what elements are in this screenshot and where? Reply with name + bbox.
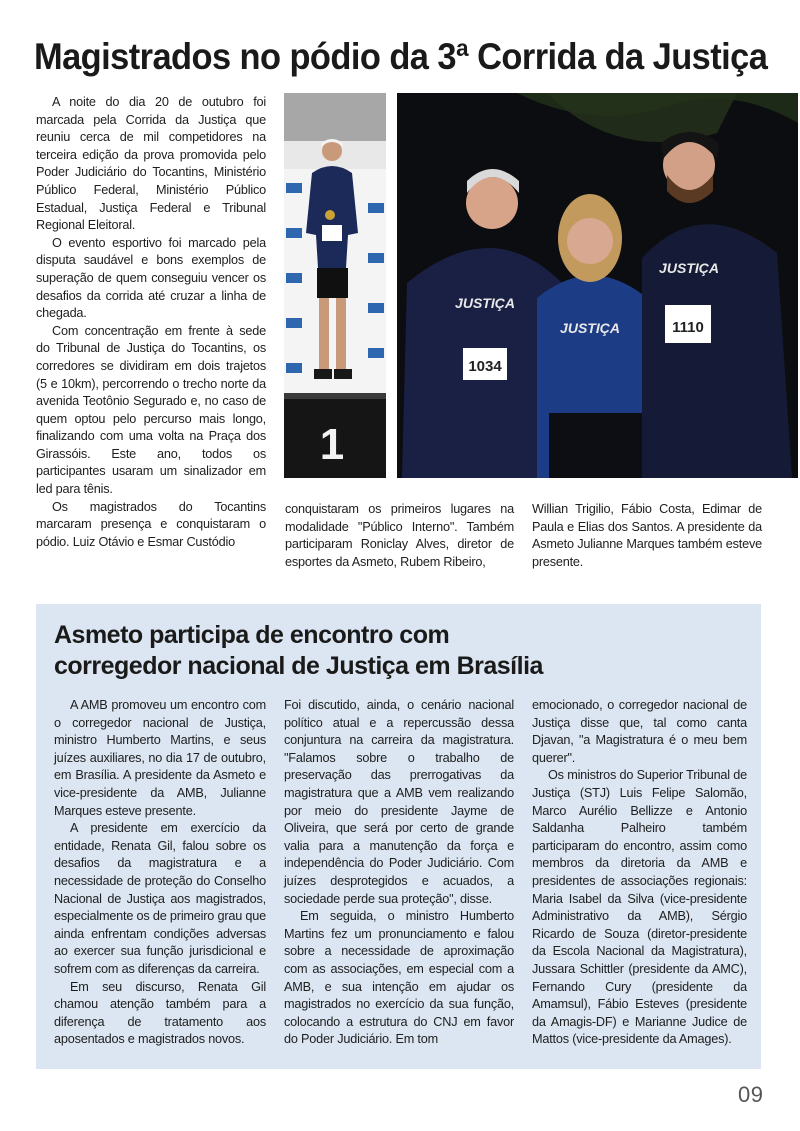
article-column-3 xyxy=(532,501,762,571)
box-headline-line-2: corregedor nacional de Justiça em Brasília xyxy=(54,652,543,680)
podium-photo xyxy=(284,93,386,478)
box-paragraph: A presidente em exercício da entidade, Renata Gil, falou sobre os desafios da magistratura e a necessidade de proteção do Conselho Nacional de Justiça aos magistrados, especialmente os de primeiro grau que ainda enfrentam condições adversas ao exercer sua função jurisdicional e sofrem com as diferenças da carreira. xyxy=(54,821,266,976)
article-paragraph: Os magistrados do Tocantins marcaram presença e conquistaram o pódio. Luiz Otávio e Esmar Custódio xyxy=(36,499,266,549)
shirt-logo-center: JUSTIÇA xyxy=(560,320,620,336)
box-paragraph: Os ministros do Superior Tribunal de Justiça (STJ) Luis Felipe Salomão, Marco Aurélio Bellizze e Antonio Saldanha Palheiro também participaram do encontro, assim como membros da diretoria da AMB e presidentes de associações regionais: Maria Isabel da Silva (vice-presidente Administrativo da AMB), Sérgio Ricardo de Souza (diretor-presidente da Escola Nacional da Magistratura), Jussara Schittler (presidente da AMC), Fernando Cury (presidente da Amamsul), Fábio Esteves (presidente da Amagis-DF) e Marianne Judice de Mattos (vice-presidente da Amages). xyxy=(532,768,747,1047)
box-column-2 xyxy=(284,697,514,1049)
article-paragraph: Willian Trigilio, Fábio Costa, Edimar de Paula e Elias dos Santos. A presidente da Asmeto Julianne Marques também esteve presente. xyxy=(532,502,762,569)
box-paragraph: Em seu discurso, Renata Gil chamou atenção também para a diferença de tratamento aos aposentados e magistrados novos. xyxy=(54,979,266,1047)
article-column-2 xyxy=(285,501,514,571)
shirt-logo-right: JUSTIÇA xyxy=(659,260,719,276)
article-paragraph: O evento esportivo foi marcado pela disputa saudável e bons exemplos de superação de quem conseguiu vencer os desafios da corrida até cruzar a linha de chegada. xyxy=(36,235,266,321)
box-paragraph: A AMB promoveu um encontro com o corregedor nacional de Justiça, ministro Humberto Martins, e seus juízes auxiliares, no dia 17 de outubro, em Brasília. A presidente da Asmeto e vice-presidente da AMB, Julianne Marques esteve presente. xyxy=(54,698,266,818)
box-headline-line-1: Asmeto participa de encontro com xyxy=(54,621,450,649)
article-paragraph: conquistaram os primeiros lugares na modalidade "Público Interno". Também participaram Roniclay Alves, diretor de esportes da Asmeto, Rubem Ribeiro, xyxy=(285,502,514,569)
bib-number-right: 1110 xyxy=(672,319,704,336)
shirt-logo-left: JUSTIÇA xyxy=(455,295,515,311)
article-headline: Magistrados no pódio da 3ª Corrida da Justiça xyxy=(34,36,768,77)
box-paragraph: Foi discutido, ainda, o cenário nacional político atual e a repercussão dessa conjuntura na carreira da magistratura. "Falamos sobre o trabalho de preservação das prerrogativas da magistratura que a AMB vem realizando por meio do presidente Jayme de Oliveira, que será por certo de grande valia para a manutenção da força e independência do Poder Judiciário. Com juízes desprotegidos e acuados, a sociedade perde sua proteção", disse. xyxy=(284,698,514,906)
bib-number-left: 1034 xyxy=(468,358,502,375)
box-paragraph: Em seguida, o ministro Humberto Martins fez um pronunciamento e falou sobre a necessidade de aproximação com as associações, em especial com a AMB, e sua intenção em ajudar os magistrados no exercício da sua função, colocando a estrutura do CNJ em favor do Poder Judiciário. Em tom xyxy=(284,909,514,1047)
podium-number: 1 xyxy=(319,420,345,469)
box-column-1 xyxy=(54,697,266,1049)
box-column-3 xyxy=(532,697,747,1049)
article-paragraph: Com concentração em frente à sede do Tribunal de Justiça do Tocantins, os corredores se dividiram em dois trajetos (5 e 10km), percorrendo o trecho norte da avenida Teotônio Segurado e, no caso de quem optou pelo percurso mais longo, finalizando com uma volta na Praça dos Girassóis. Este ano, todos os participantes usaram um sinalizador em led para tênis. xyxy=(36,323,266,497)
article-paragraph: A noite do dia 20 de outubro foi marcada pela Corrida da Justiça que reuniu cerca de mil competidores na terceira edição da prova promovida pelo Poder Judiciário do Tocantins, Ministério Público Federal, Ministério Público Estadual, Justiça Federal e Tribunal Regional Eleitoral. xyxy=(36,95,266,233)
box-paragraph: emocionado, o corregedor nacional de Justiça disse que, tal como canta Djavan, "a Magistratura é o meu bem querer". xyxy=(532,698,747,765)
page-number: 09 xyxy=(738,1082,764,1107)
box-headline xyxy=(54,620,744,682)
article-column-1 xyxy=(36,94,266,551)
group-photo xyxy=(397,93,798,478)
